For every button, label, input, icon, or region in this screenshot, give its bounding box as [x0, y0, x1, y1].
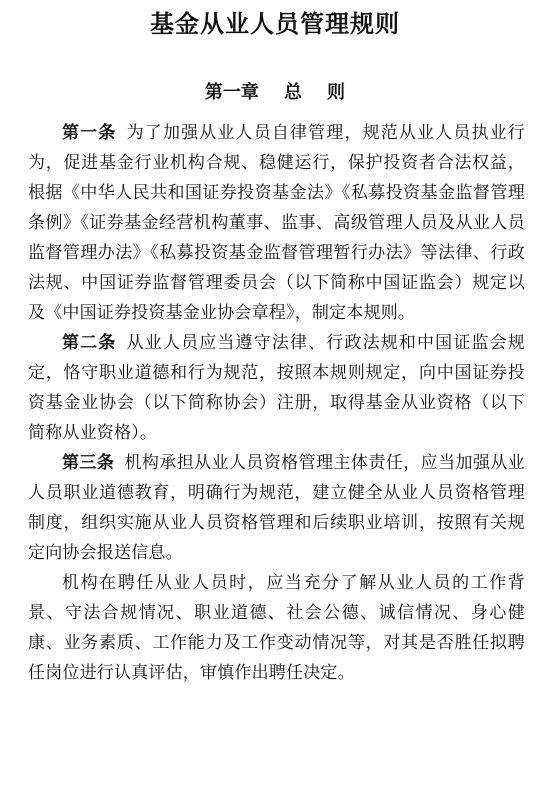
article-number: 第三条 — [62, 453, 115, 473]
article-number: 第二条 — [62, 333, 117, 353]
body-paragraph — [28, 568, 525, 688]
article-paragraph — [28, 328, 525, 448]
article-paragraph — [28, 118, 525, 328]
paragraph-text: 机构在聘任从业人员时，应当充分了解从业人员的工作背景、守法合规情况、职业道德、社会公德、诚信情况、身心健康、业务素质、工作能力及工作变动情况等，对其是否胜任拟聘任岗位进行认真评估，审慎作出聘任决定。 — [28, 573, 525, 683]
chapter-title: 第一章 总 则 — [204, 82, 346, 103]
document-body — [28, 118, 525, 688]
article-number: 第一条 — [62, 123, 117, 143]
document-title: 基金从业人员管理规则 — [150, 10, 400, 38]
article-paragraph — [28, 448, 525, 568]
article-text: 为了加强从业人员自律管理，规范从业人员执业行为，促进基金行业机构合规、稳健运行，保护投资者合法权益，根据《中华人民共和国证券投资基金法》《私募投资基金监督管理条例》《证券基金经营机构董事、监事、高级管理人员及从业人员监督管理办法》《私募投资基金监督管理暂行办法》等法律、行政法规、中国证券监督管理委员会（以下简称中国证监会）规定以及《中国证券投资基金业协会章程》，制定本规则。 — [28, 123, 525, 323]
article-text: 机构承担从业人员资格管理主体责任，应当加强从业人员职业道德教育，明确行为规范，建立健全从业人员资格管理制度，组织实施从业人员资格管理和后续职业培训，按照有关规定向协会报送信息。 — [28, 453, 525, 563]
article-text: 从业人员应当遵守法律、行政法规和中国证监会规定，恪守职业道德和行为规范，按照本规则规定，向中国证券投资基金业协会（以下简称协会）注册，取得基金从业资格（以下简称从业资格）。 — [28, 333, 525, 443]
